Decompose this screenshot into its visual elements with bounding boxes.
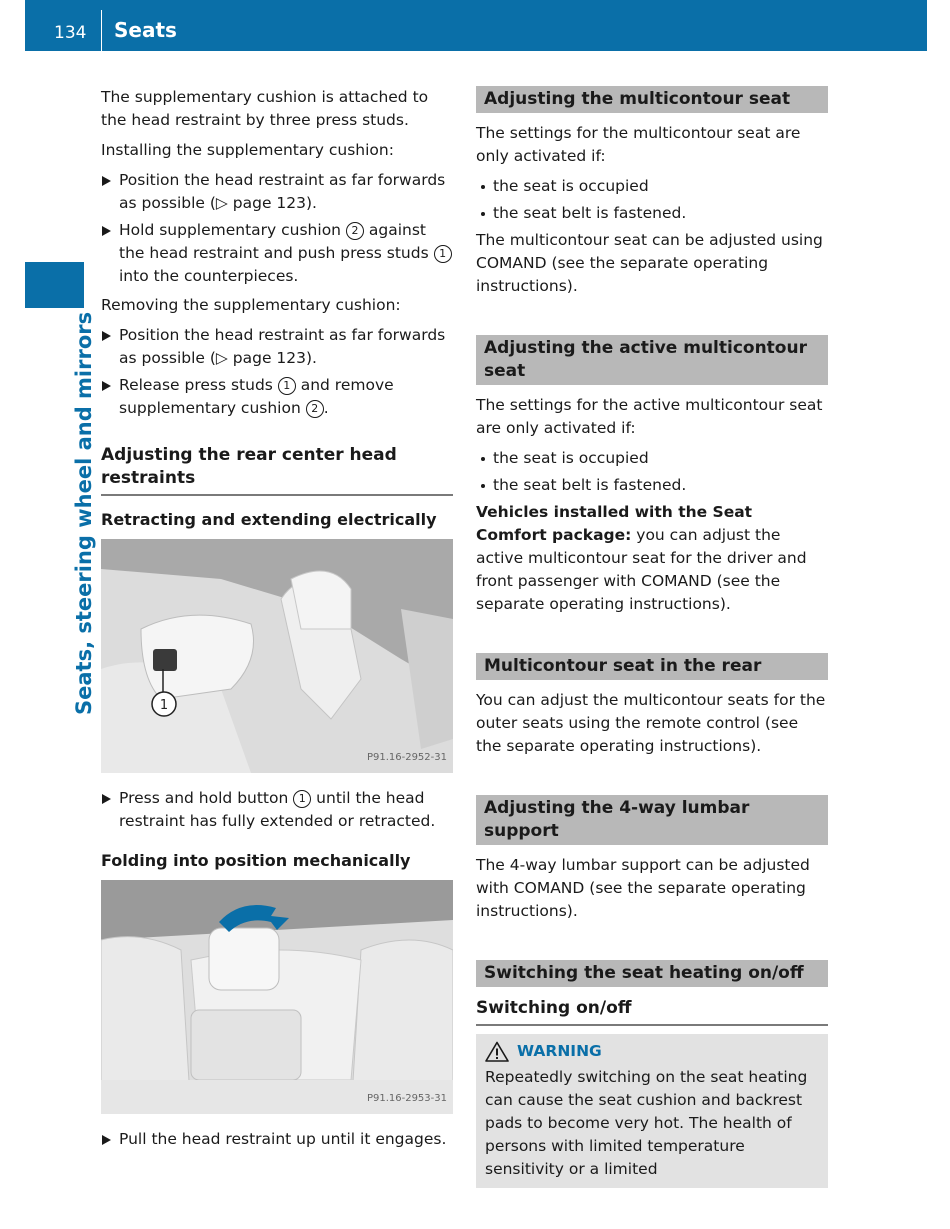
list-item-text: the seat belt is fastened. [493,204,687,222]
remove-step-2-text-a: Release press studs [119,376,278,394]
press-step-text-b: until the head restraint has fully extended or retracted. [119,789,436,830]
list-item [476,175,828,198]
bullet-dot-icon [481,457,485,461]
multicontour-rear-text: You can adjust the multicontour seats for the outer seats using the remote control (see the separate operating instructions). [476,691,826,755]
callout-1-icon: 1 [278,377,296,395]
list-item-text: the seat is occupied [493,449,649,467]
remove-step-2 [101,374,453,420]
callout-1-icon: 1 [293,790,311,808]
install-step-2-text-a: Hold supplementary cushion [119,221,346,239]
figure-rear-head-restraint-mechanical [101,880,453,1114]
step-arrow-icon [102,226,111,236]
heading-multicontour-rear: Multicontour seat in the rear [476,653,828,680]
pull-step [101,1128,453,1151]
subheading-mechanical: Folding into position mechanically [101,851,411,870]
seat-comfort-package-paragraph [476,501,828,616]
list-item-text: the seat is occupied [493,177,649,195]
install-step-1 [101,169,453,215]
left-column [101,86,453,1155]
install-step-2 [101,219,453,288]
heading-active-multicontour-seat: Adjusting the active multicontour seat [476,335,828,385]
list-item-text: the seat belt is fastened. [493,476,687,494]
installing-label: Installing the supplementary cushion: [101,141,394,159]
seat-comfort-label: Vehicles installed with the Seat Comfort package: [476,503,753,544]
subheading-switching-on-off: Switching on/off [476,997,828,1026]
remove-step-2-text-c: . [323,399,329,417]
head-restraint-illustration [101,539,453,773]
bullet-dot-icon [481,484,485,488]
heading-seat-heating: Switching the seat heating on/off [476,960,828,987]
multicontour-comand: The multicontour seat can be adjusted using COMAND (see the separate operating instructions). [476,231,823,295]
step-arrow-icon [102,176,111,186]
chapter-tab-marker [25,262,84,308]
chapter-side-label: Seats, steering wheel and mirrors [72,311,96,715]
step-arrow-icon [102,381,111,391]
press-button-step [101,787,453,833]
figure-rear-head-restraint-electric [101,539,453,773]
warning-title [485,1040,819,1063]
bullet-dot-icon [481,212,485,216]
right-column [476,86,828,1188]
remove-step-1-text: Position the head restraint as far forwards as possible (▷ page 123). [119,326,446,367]
seat-fold-illustration [101,880,453,1114]
bullet-dot-icon [481,185,485,189]
callout-2-icon: 2 [346,222,364,240]
warning-triangle-icon [485,1041,509,1062]
subheading-electric: Retracting and extending electrically [101,510,437,529]
install-step-2-text-c: into the counterpieces. [119,267,299,285]
warning-label: WARNING [517,1042,602,1060]
pull-step-text: Pull the head restraint up until it engages. [119,1130,447,1148]
section-heading-rear-head-restraints: Adjusting the rear center head restraints [101,444,453,496]
page-number: 134 [54,23,87,43]
remove-step-2-text-b: and remove supplementary cushion [119,376,394,417]
warning-text: Repeatedly switching on the seat heating can cause the seat cushion and backrest pads to become very hot. The health of persons with limited temperature sensitivity or a limited [485,1068,808,1178]
intro-paragraph: The supplementary cushion is attached to the head restraint by three press studs. [101,88,429,129]
step-arrow-icon [102,794,111,804]
list-item [476,447,828,470]
seat-comfort-text: you can adjust the active multicontour seat for the driver and front passenger with COMAND (see the separate operating instructions). [476,526,807,613]
install-step-1-text: Position the head restraint as far forwards as possible (▷ page 123). [119,171,446,212]
step-arrow-icon [102,1135,111,1145]
callout-1-icon: 1 [434,245,452,263]
list-item [476,202,828,225]
header-divider [101,10,102,51]
heading-multicontour-seat: Adjusting the multicontour seat [476,86,828,113]
figure-code: P91.16-2952-31 [366,752,447,763]
list-item [476,474,828,497]
figure-callout-1: 1 [159,698,169,713]
callout-2-icon: 2 [306,400,324,418]
lumbar-support-text: The 4-way lumbar support can be adjusted with COMAND (see the separate operating instructions). [476,856,810,920]
press-step-text-a: Press and hold button [119,789,294,807]
multicontour-intro: The settings for the multicontour seat are only activated if: [476,124,801,165]
install-step-2-text-b: against the head restraint and push press studs [119,221,434,262]
removing-label: Removing the supplementary cushion: [101,296,401,314]
figure-code: P91.16-2953-31 [366,1093,447,1104]
heading-lumbar-support: Adjusting the 4-way lumbar support [476,795,828,845]
page-title: Seats [114,18,177,42]
active-multicontour-intro: The settings for the active multicontour seat are only activated if: [476,396,823,437]
step-arrow-icon [102,331,111,341]
warning-box [476,1034,828,1188]
remove-step-1 [101,324,453,370]
